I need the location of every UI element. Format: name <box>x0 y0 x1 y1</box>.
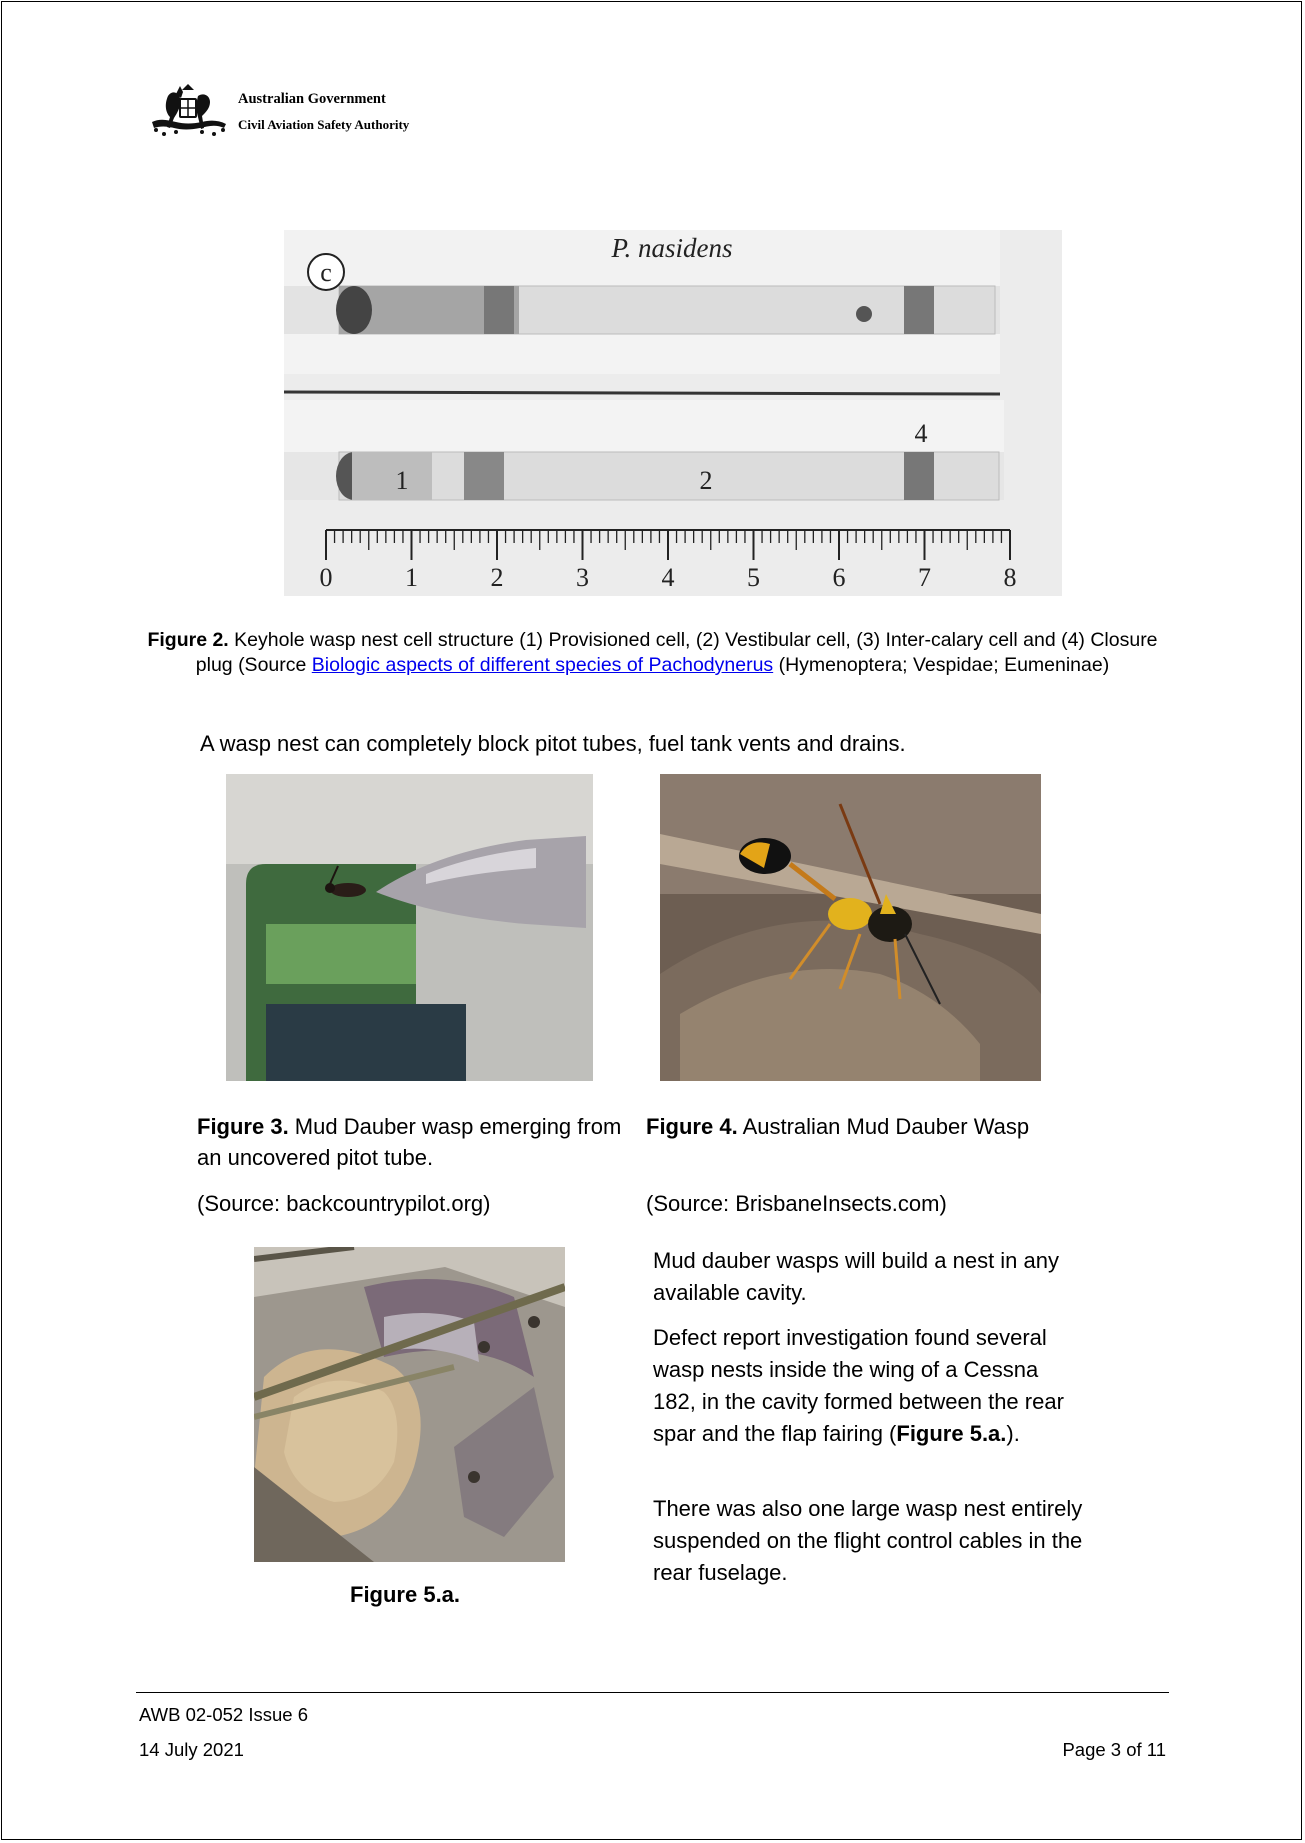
figure-2-source-link[interactable]: Biologic aspects of different species of Pachodynerus <box>311 654 774 676</box>
ruler-label: 8 <box>1003 563 1017 592</box>
figure-4-caption <box>646 1111 1046 1142</box>
figure-3-image <box>226 774 593 1081</box>
header-logo <box>146 76 446 140</box>
figure-5a-caption: Figure 5.a. <box>350 1582 461 1607</box>
figure-2-caption-tail: (Hymenoptera; Vespidae; Eumeninae) <box>773 654 1110 676</box>
figure-2-caption-text: Keyhole wasp nest cell structure (1) Provisioned cell, (2) Vestibular cell, (3) Inter-calary cell and (4) Closure plug (Source <box>195 629 1158 676</box>
body-paragraph: A wasp nest can completely block pitot tubes, fuel tank vents and drains. <box>200 731 906 756</box>
paragraph-mud-dauber: Mud dauber wasps will build a nest in any available cavity. <box>653 1248 1060 1305</box>
ruler-label: 4 <box>661 563 675 592</box>
figure-3-caption <box>197 1111 627 1173</box>
species-label: P. nasidens <box>611 233 733 263</box>
figure-4-source: (Source: BrisbaneInsects.com) <box>646 1191 947 1216</box>
cell-label-1: 1 <box>395 466 409 495</box>
org-name-line2: Civil Aviation Safety Authority <box>238 117 410 132</box>
figure-4-caption-label: Figure 4. <box>646 1114 738 1139</box>
panel-letter: c <box>320 258 332 287</box>
paragraph-defect-report-text: Defect report investigation found several wasp nests inside the wing of a Cessna 182, in the cavity formed between the rear spar and the flap fairing ( <box>653 1325 1064 1446</box>
ruler-label: 6 <box>832 563 846 592</box>
cell-label-4: 4 <box>914 419 928 448</box>
figure-5a-image <box>254 1247 565 1562</box>
paragraph-defect-report-end: ). <box>1006 1421 1020 1446</box>
ruler-label: 1 <box>405 563 418 592</box>
ruler-label: 5 <box>747 563 760 592</box>
figure-4-caption-text: Australian Mud Dauber Wasp <box>737 1114 1030 1139</box>
cell-label-2: 2 <box>699 466 713 495</box>
figure-2-image <box>284 230 1062 596</box>
footer-date: 14 July 2021 <box>139 1739 244 1760</box>
ruler-label: 3 <box>576 563 589 592</box>
figure-3-caption-text: Mud Dauber wasp emerging from an uncovered pitot tube. <box>197 1114 622 1170</box>
paragraph-defect-report <box>653 1322 1083 1450</box>
footer-divider <box>136 1692 1169 1693</box>
coat-of-arms-icon <box>146 76 232 140</box>
paragraph-large-nest: There was also one large wasp nest entirely suspended on the flight control cables in the rear fuselage. <box>653 1496 1083 1585</box>
figure-5a-reference: Figure 5.a. <box>896 1421 1007 1446</box>
ruler-label: 0 <box>319 563 333 592</box>
figure-2-caption-label: Figure 2. <box>147 629 229 651</box>
footer-doc-id: AWB 02-052 Issue 6 <box>139 1704 308 1725</box>
org-name-line1: Australian Government <box>238 91 386 107</box>
figure-4-image <box>660 774 1041 1081</box>
figure-3-caption-label: Figure 3. <box>197 1114 289 1139</box>
footer-page-number: Page 3 of 11 <box>1062 1739 1166 1760</box>
figure-3-source: (Source: backcountrypilot.org) <box>197 1191 491 1216</box>
ruler-label: 2 <box>490 563 504 592</box>
ruler-label: 7 <box>918 563 931 592</box>
figure-2-caption <box>140 628 1165 678</box>
